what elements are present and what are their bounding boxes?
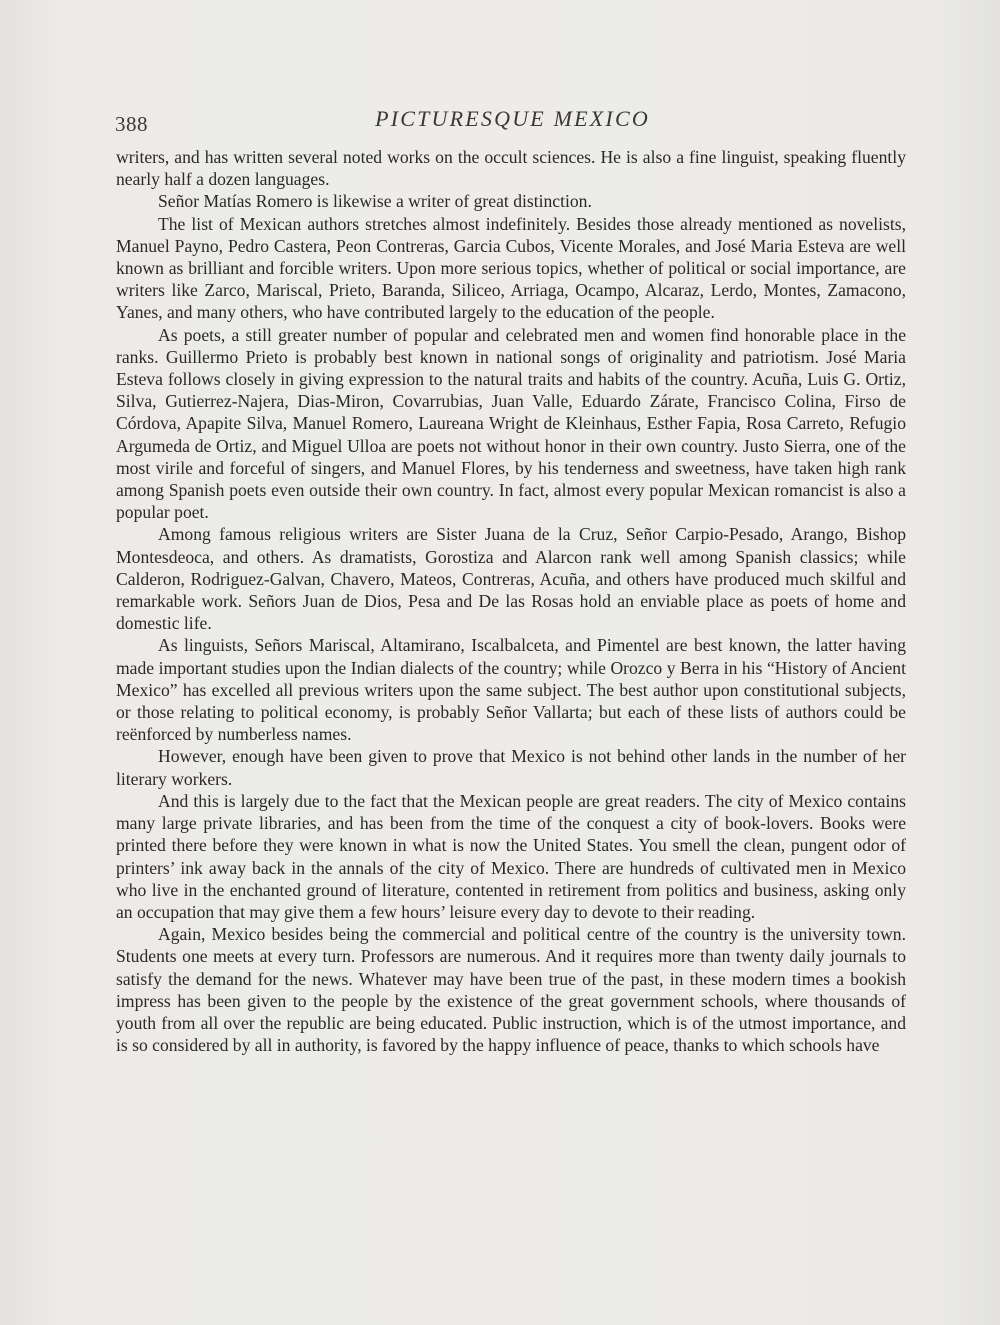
- paragraph-3: The list of Mexican authors stretches almost indefinitely. Besides those already mentioned as novelists, Manuel Payno, Pedro Castera, Peon Contreras, Garcia Cubos, Vicente Morales, and José Maria Esteva are well known as brilliant and forcible writers. Upon more serious topics, whether of political or social importance, are writers like Zarco, Mariscal, Prieto, Baranda, Siliceo, Arriaga, Ocampo, Alcaraz, Lerdo, Montes, Zamacono, Yanes, and many others, who have contributed largely to the education of the people.: [116, 213, 906, 323]
- paragraph-9: Again, Mexico besides being the commercial and political centre of the country is the university town. Students one meets at every turn. Professors are numerous. And it requires more than twenty daily journals to satisfy the demand for the news. Whatever may have been true of the past, in these modern times a bookish impress has been given to the people by the existence of the great government schools, where thousands of youth from all over the republic are being educated. Public instruction, which is of the utmost importance, and is so considered by all in authority, is favored by the happy influence of peace, thanks to which schools have: [116, 924, 906, 1056]
- paragraph-2: Señor Matías Romero is likewise a writer of great distinction.: [158, 191, 592, 212]
- page-number: 388: [115, 112, 148, 136]
- paragraph-5: Among famous religious writers are Sister Juana de la Cruz, Señor Carpio-Pesado, Arango, Bishop Montesdeoca, and others. As dramatists, Gorostiza and Alarcon rank well among Spanish classics; while Calderon, Rodriguez-Galvan, Chavero, Mateos, Contreras, Acuña, and others have produced much skilful and remarkable work. Señors Juan de Dios, Pesa and De las Rosas hold an enviable place as poets of home and domestic life.: [116, 524, 906, 634]
- running-title: PICTURESQUE MEXICO: [375, 106, 650, 131]
- page-header: [115, 106, 910, 140]
- paragraph-4: As poets, a still greater number of popular and celebrated men and women find honorable place in the ranks. Guillermo Prieto is probably best known in national songs of originality and patriotism. José Maria Esteva follows closely in giving expression to the natural traits and habits of the country. Acuña, Luis G. Ortiz, Silva, Gutierrez-Najera, Dias-Miron, Covarrubias, Juan Valle, Eduardo Zárate, Francisco Colina, Firso de Córdova, Apapite Silva, Manuel Romero, Laureana Wright de Kleinhaus, Esther Fapia, Rosa Carreto, Refugio Argumeda de Ortiz, and Miguel Ulloa are poets not without honor in their own country. Justo Sierra, one of the most virile and forceful of singers, and Manuel Flores, by his tenderness and sweetness, have taken high rank among Spanish poets even outside their own country. In fact, almost every popular Mexican romancist is also a popular poet.: [116, 324, 906, 523]
- paragraph-6: As linguists, Señors Mariscal, Altamirano, Iscalbalceta, and Pimentel are best known, the latter having made important studies upon the Indian dialects of the country; while Orozco y Berra in his “History of Ancient Mexico” has excelled all previous writers upon the same subject. The best author upon constitutional subjects, or those relating to political economy, is probably Señor Vallarta; but each of these lists of authors could be reënforced by numberless names.: [116, 635, 906, 745]
- body-text: [116, 146, 906, 1056]
- paragraph-1: writers, and has written several noted works on the occult sciences. He is also a fine linguist, speaking fluently nearly half a dozen languages.: [116, 147, 906, 190]
- paragraph-8: And this is largely due to the fact that the Mexican people are great readers. The city of Mexico contains many large private libraries, and has been from the time of the conquest a city of book-lovers. Books were printed there before they were known in what is now the United States. You smell the clean, pungent odor of printers’ ink away back in the annals of the city of Mexico. There are hundreds of cultivated men in Mexico who live in the enchanted ground of literature, contented in retirement from politics and business, asking only an occupation that may give them a few hours’ leisure every day to devote to their reading.: [116, 790, 906, 922]
- paragraph-7: However, enough have been given to prove that Mexico is not behind other lands in the number of her literary workers.: [116, 746, 906, 789]
